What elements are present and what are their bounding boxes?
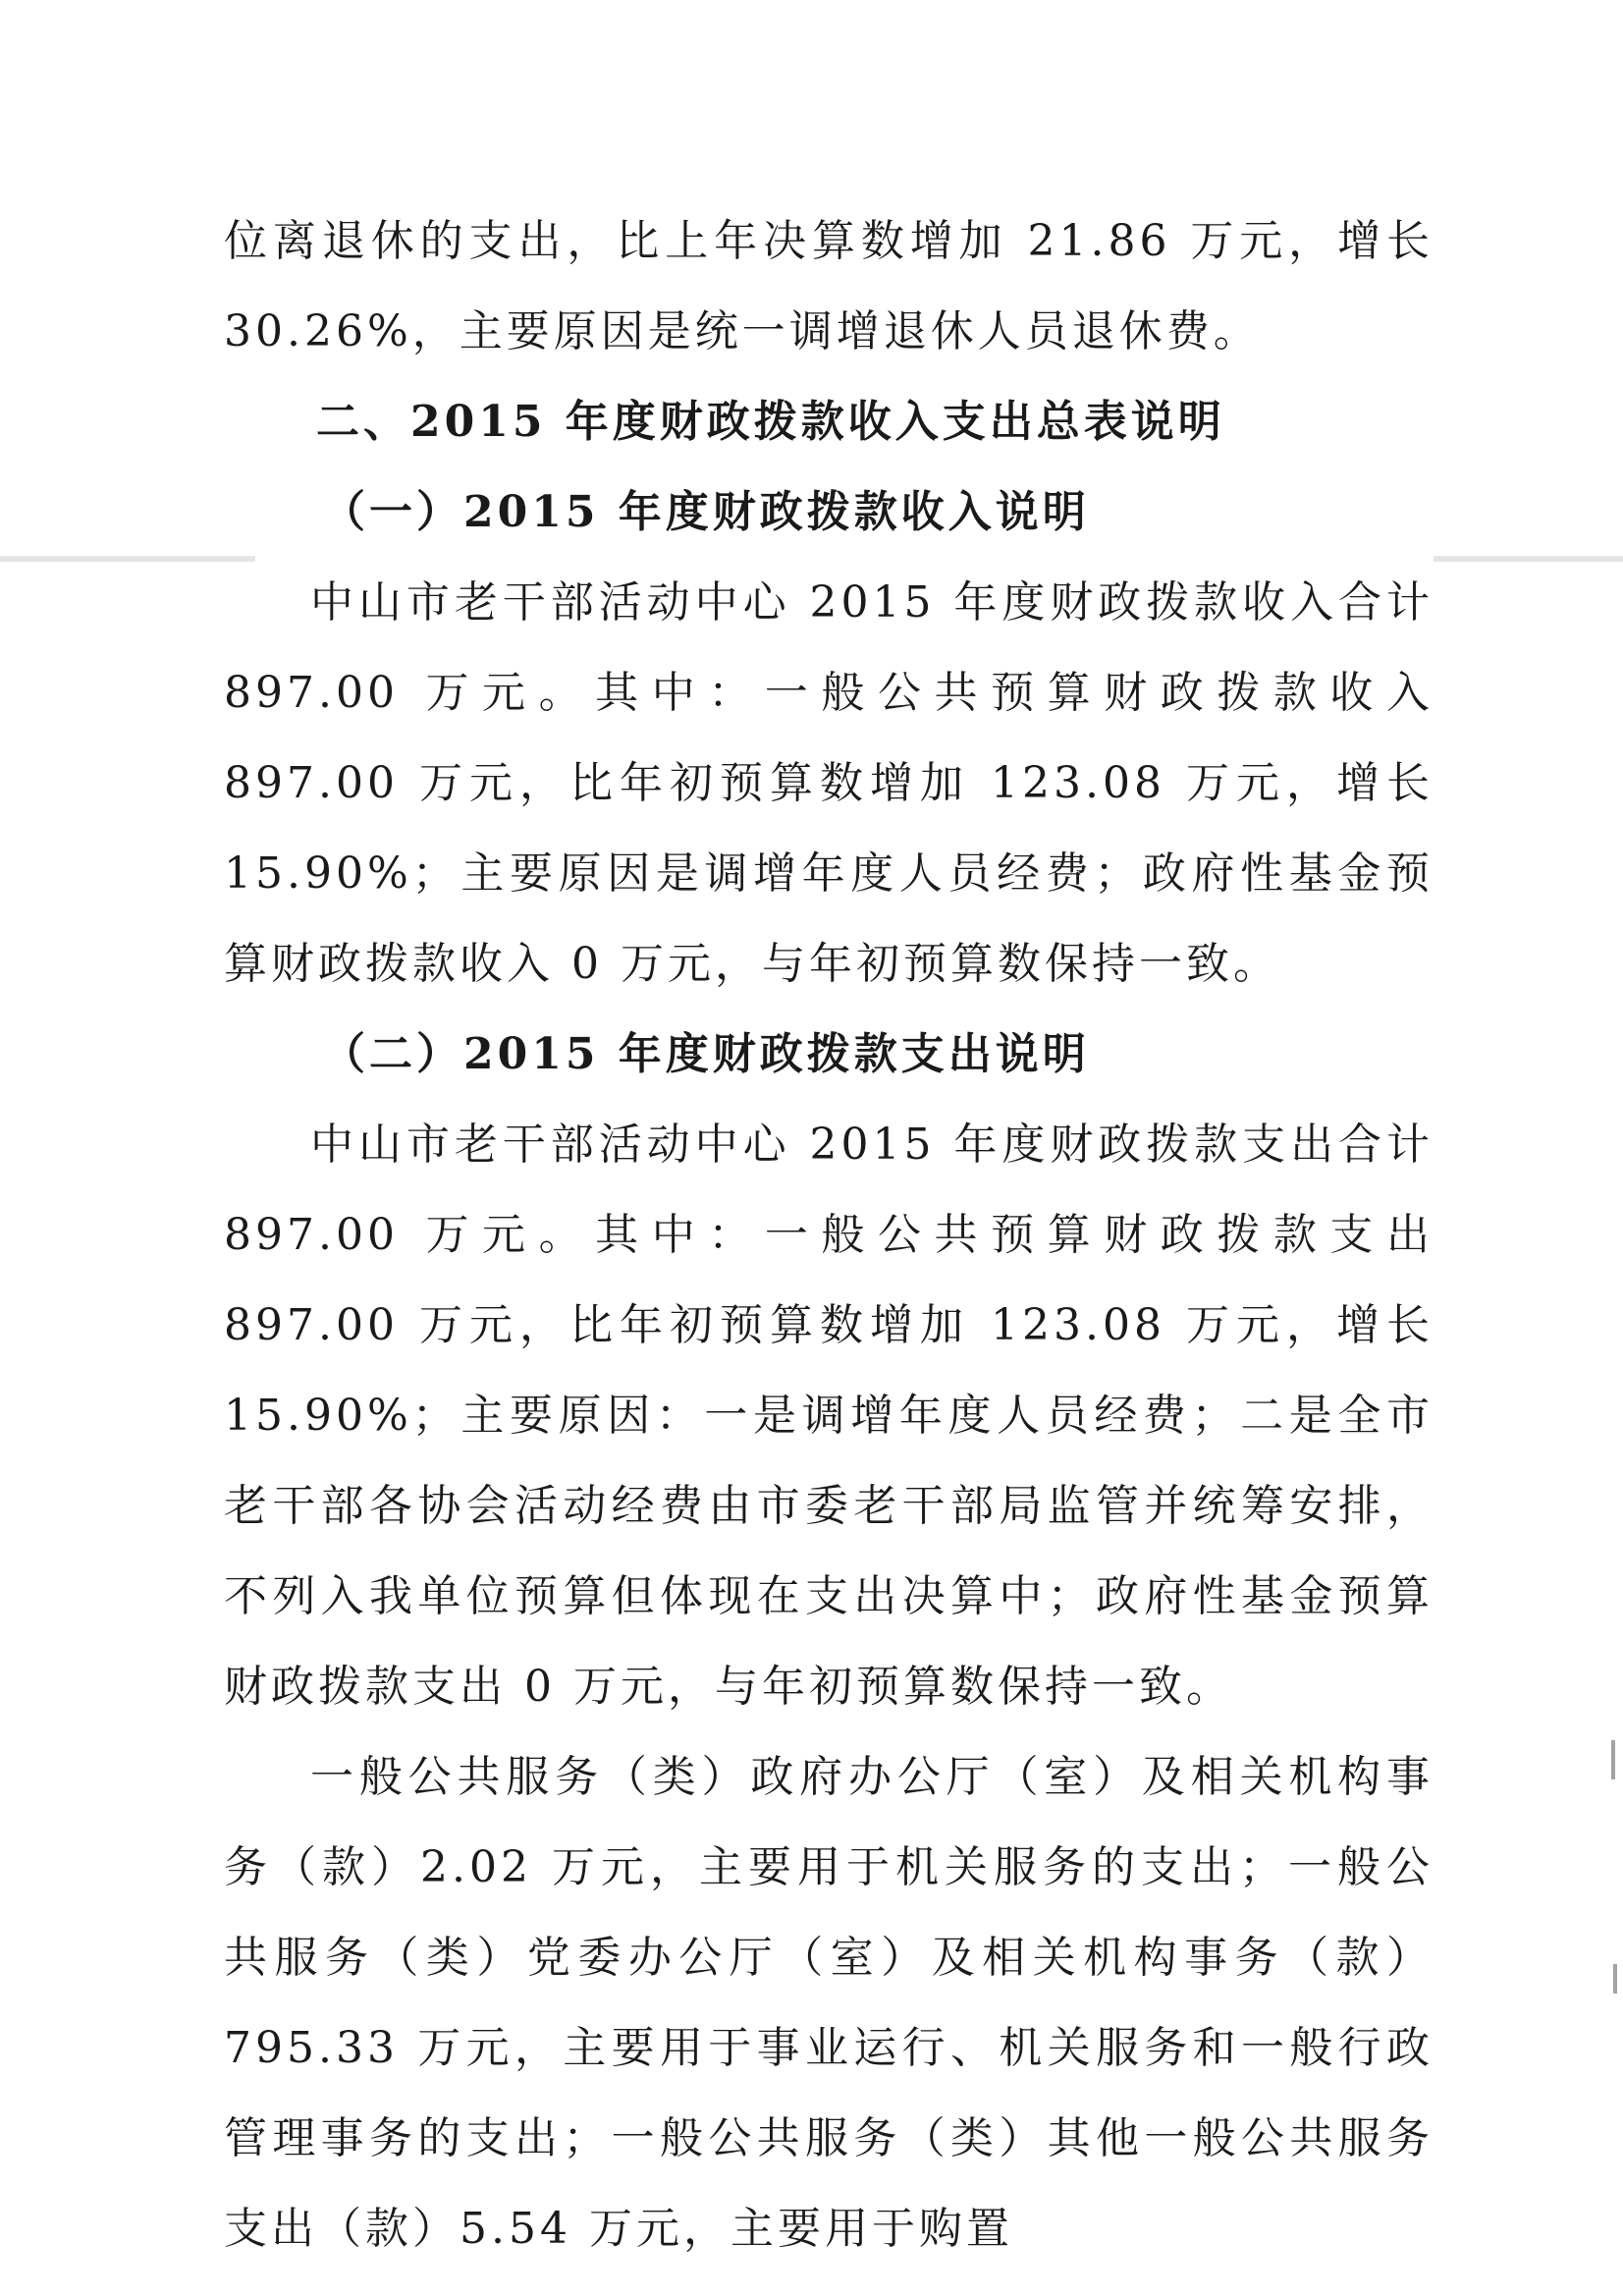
sub-heading-income: （一）2015 年度财政拨款收入说明 [322,487,1090,537]
document-body [224,196,1434,2274]
detail-paragraph: 一般公共服务（类）政府办公厅（室）及相关机构事务（款）2.02 万元，主要用于机关服务的支出；一般公共服务（类）党委办公厅（室）及相关机构事务（款）795.33 万元，主要用于事业运行、机关服务和一般行政管理事务的支出；一般公共服务（类）其他一般公共服务支出（款）5.54 万元，主要用于购置 [224,1752,1434,2254]
scan-artifact-right [1434,556,1623,562]
sub-heading-expense: （二）2015 年度财政拨款支出说明 [322,1029,1090,1079]
continued-paragraph: 位离退休的支出，比上年决算数增加 21.86 万元，增长 30.26%，主要原因是统一调增退休人员退休费。 [224,216,1434,356]
expense-paragraph: 中山市老干部活动中心 2015 年度财政拨款支出合计 897.00 万元。其中：一般公共预算财政拨款支出 897.00 万元，比年初预算数增加 123.08 万元，增长 15.90%；主要原因：一是调增年度人员经费；二是全市老干部各协会活动经费由市委老干部局监管并统筹安排，不列入我单位预算但体现在支出决算中；政府性基金预算财政拨款支出 0 万元，与年初预算数保持一致。 [224,1120,1434,1712]
income-paragraph: 中山市老干部活动中心 2015 年度财政拨款收入合计 897.00 万元。其中：一般公共预算财政拨款收入 897.00 万元，比年初预算数增加 123.08 万元，增长 15.90%；主要原因是调增年度人员经费；政府性基金预算财政拨款收入 0 万元，与年初预算数保持一致。 [224,577,1434,989]
scan-artifact-edge-mark [1611,1740,1615,1779]
scan-artifact-edge-mark-2 [1613,1964,1617,1994]
section-heading: 二、2015 年度财政拨款收入支出总表说明 [316,397,1225,447]
scan-artifact-left [0,556,255,562]
